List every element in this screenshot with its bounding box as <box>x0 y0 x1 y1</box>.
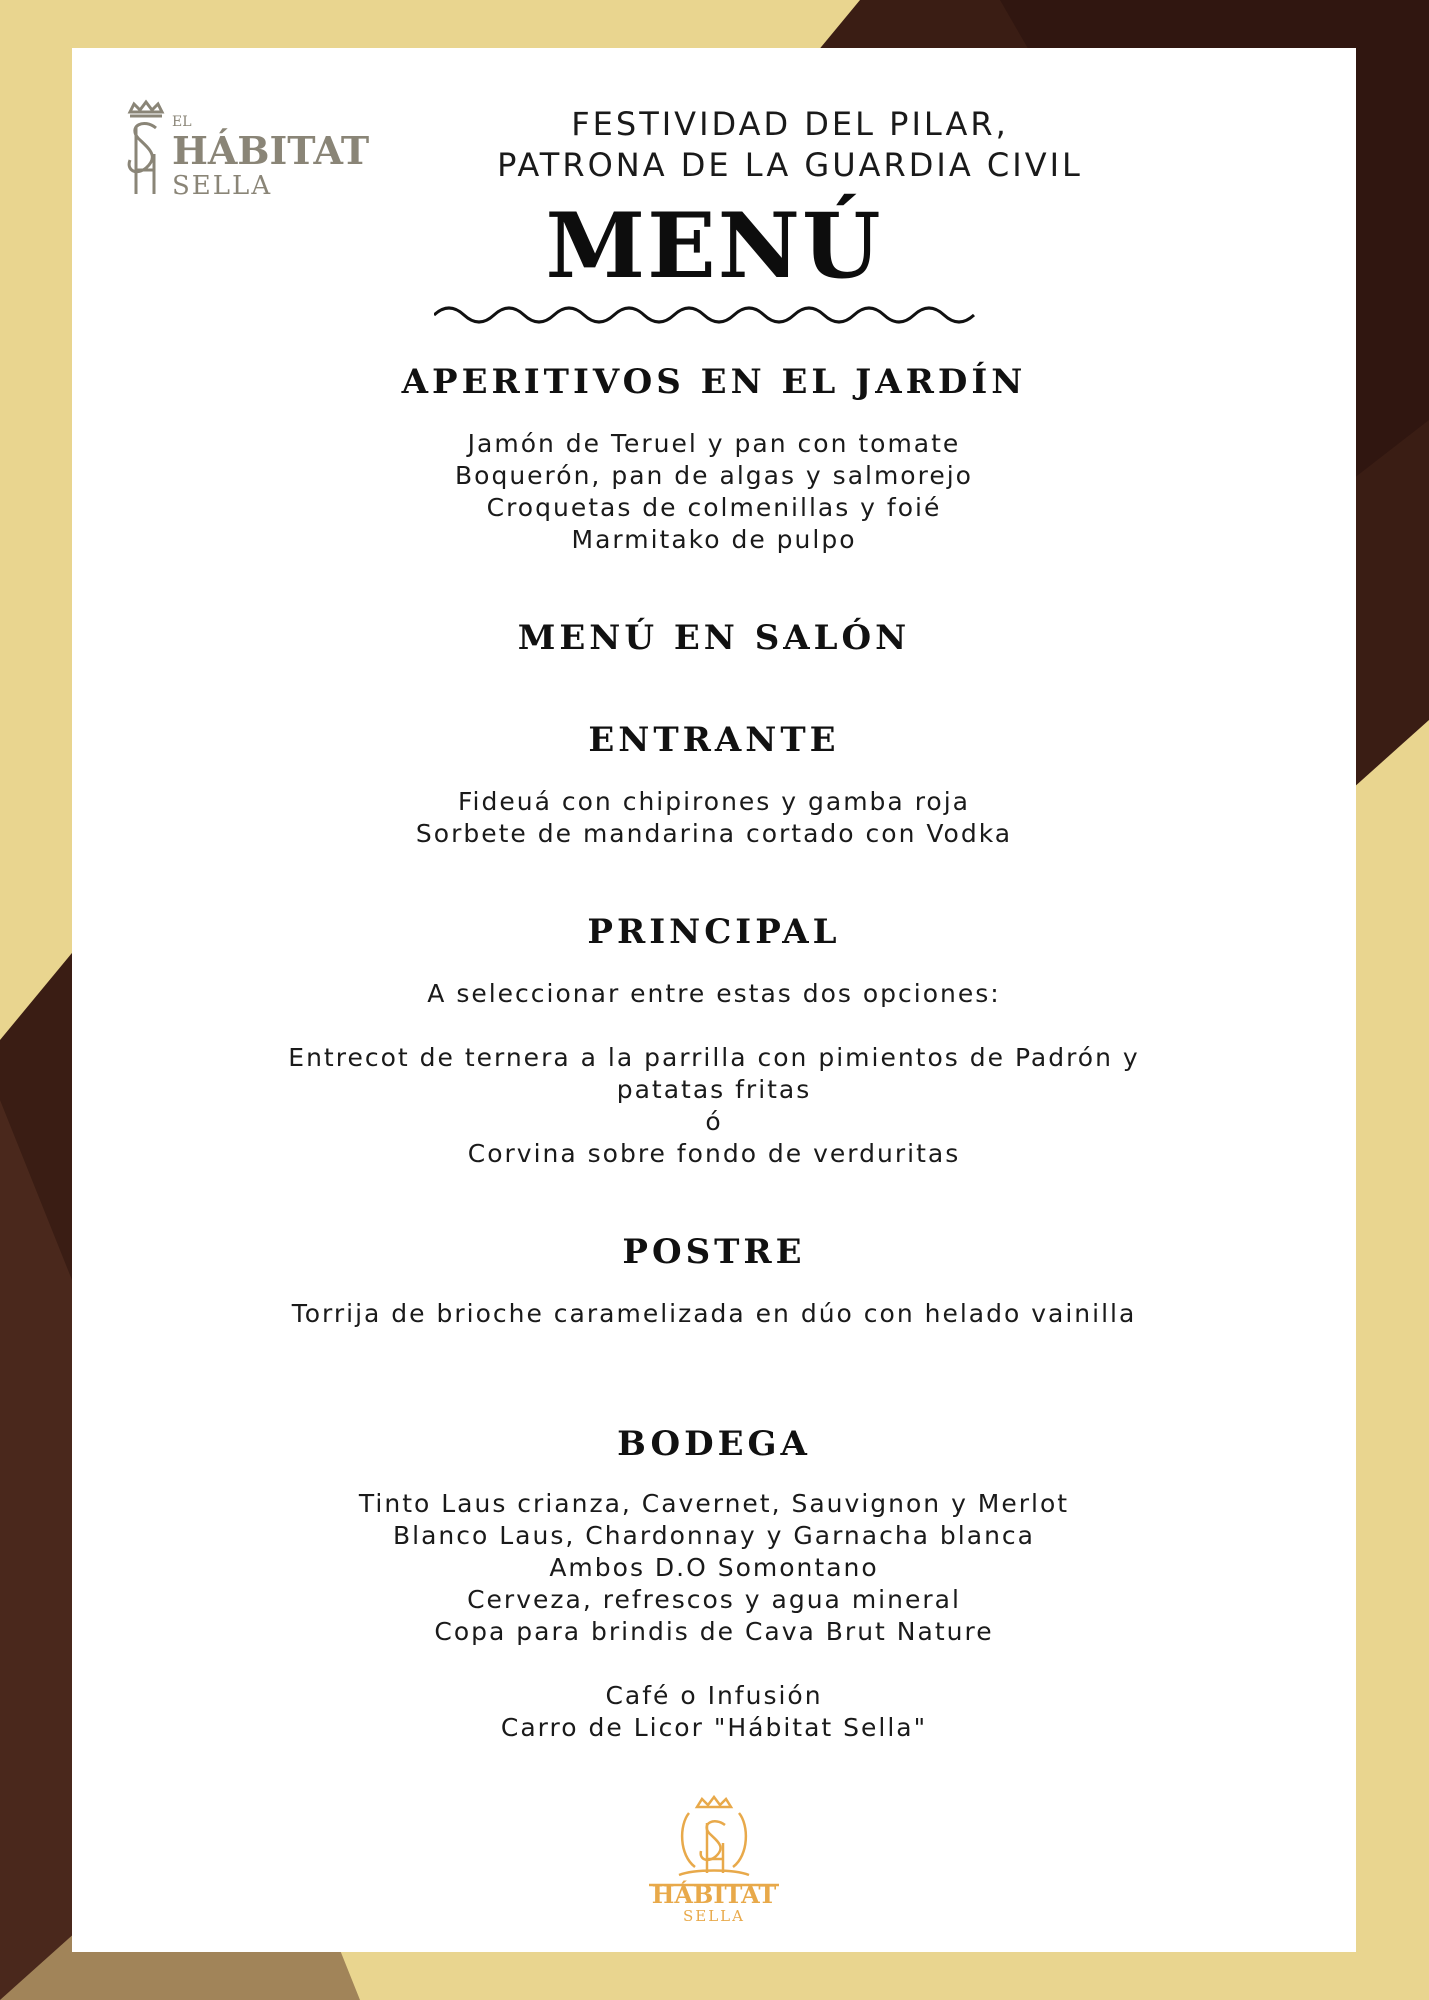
section-title-postre: POSTRE <box>622 1232 806 1272</box>
list-item: Copa para brindis de Cava Brut Nature <box>434 1617 994 1646</box>
list-item: Jamón de Teruel y pan con tomate <box>467 429 961 458</box>
section-title-bodega: BODEGA <box>617 1424 811 1464</box>
list-item: Fideuá con chipirones y gamba roja <box>458 787 970 816</box>
menu-card <box>72 48 1356 1952</box>
list-item: Tinto Laus crianza, Cavernet, Sauvignon y Merlot <box>358 1489 1070 1518</box>
list-item: Blanco Laus, Chardonnay y Garnacha blanca <box>393 1521 1035 1550</box>
event-heading-line-1: FESTIVIDAD DEL PILAR, <box>571 105 1009 143</box>
list-item: Boquerón, pan de algas y salmorejo <box>455 461 973 490</box>
aperitivos-list <box>72 428 1356 556</box>
extras-list <box>72 1680 1356 1744</box>
list-item: Torrija de brioche caramelizada en dúo con helado vainilla <box>291 1299 1137 1328</box>
logo-bottom-name: HÁBITAT <box>651 1880 777 1909</box>
postre-list <box>72 1298 1356 1330</box>
list-item: Ambos D.O Somontano <box>549 1553 879 1582</box>
entrante-list <box>72 786 1356 850</box>
list-item: Corvina sobre fondo de verduritas <box>467 1139 961 1168</box>
event-heading-line-2: PATRONA DE LA GUARDIA CIVIL <box>497 146 1083 184</box>
list-item: Marmitako de pulpo <box>571 525 857 554</box>
logo-top <box>108 98 378 198</box>
wave-divider <box>434 300 994 330</box>
logo-bottom <box>639 1795 789 1925</box>
list-item: Carro de Licor "Hábitat Sella" <box>500 1713 928 1742</box>
list-item: Cerveza, refrescos y agua mineral <box>467 1585 961 1614</box>
list-item: ó <box>705 1107 723 1136</box>
list-item: Café o Infusión <box>605 1681 823 1710</box>
section-title-entrante: ENTRANTE <box>588 720 840 760</box>
section-title-salon: MENÚ EN SALÓN <box>517 618 911 658</box>
page-title: MENÚ <box>545 193 883 299</box>
principal-list <box>72 1042 1356 1170</box>
list-item: Sorbete de mandarina cortado con Vodka <box>415 819 1013 848</box>
section-title-principal: PRINCIPAL <box>587 912 841 952</box>
list-item: Croquetas de colmenillas y foié <box>486 493 942 522</box>
logo-name-text: HÁBITAT <box>172 128 370 173</box>
logo-el-text: EL <box>172 114 192 130</box>
principal-intro: A seleccionar entre estas dos opciones: <box>427 979 1001 1008</box>
logo-sub-text: SELLA <box>172 171 273 198</box>
list-item: patatas fritas <box>616 1075 812 1104</box>
list-item: Entrecot de ternera a la parrilla con pimientos de Padrón y <box>288 1043 1140 1072</box>
logo-bottom-sub: SELLA <box>683 1907 745 1925</box>
section-title-aperitivos: APERITIVOS EN EL JARDÍN <box>401 362 1027 402</box>
event-heading <box>350 104 1230 186</box>
bodega-list <box>72 1488 1356 1648</box>
